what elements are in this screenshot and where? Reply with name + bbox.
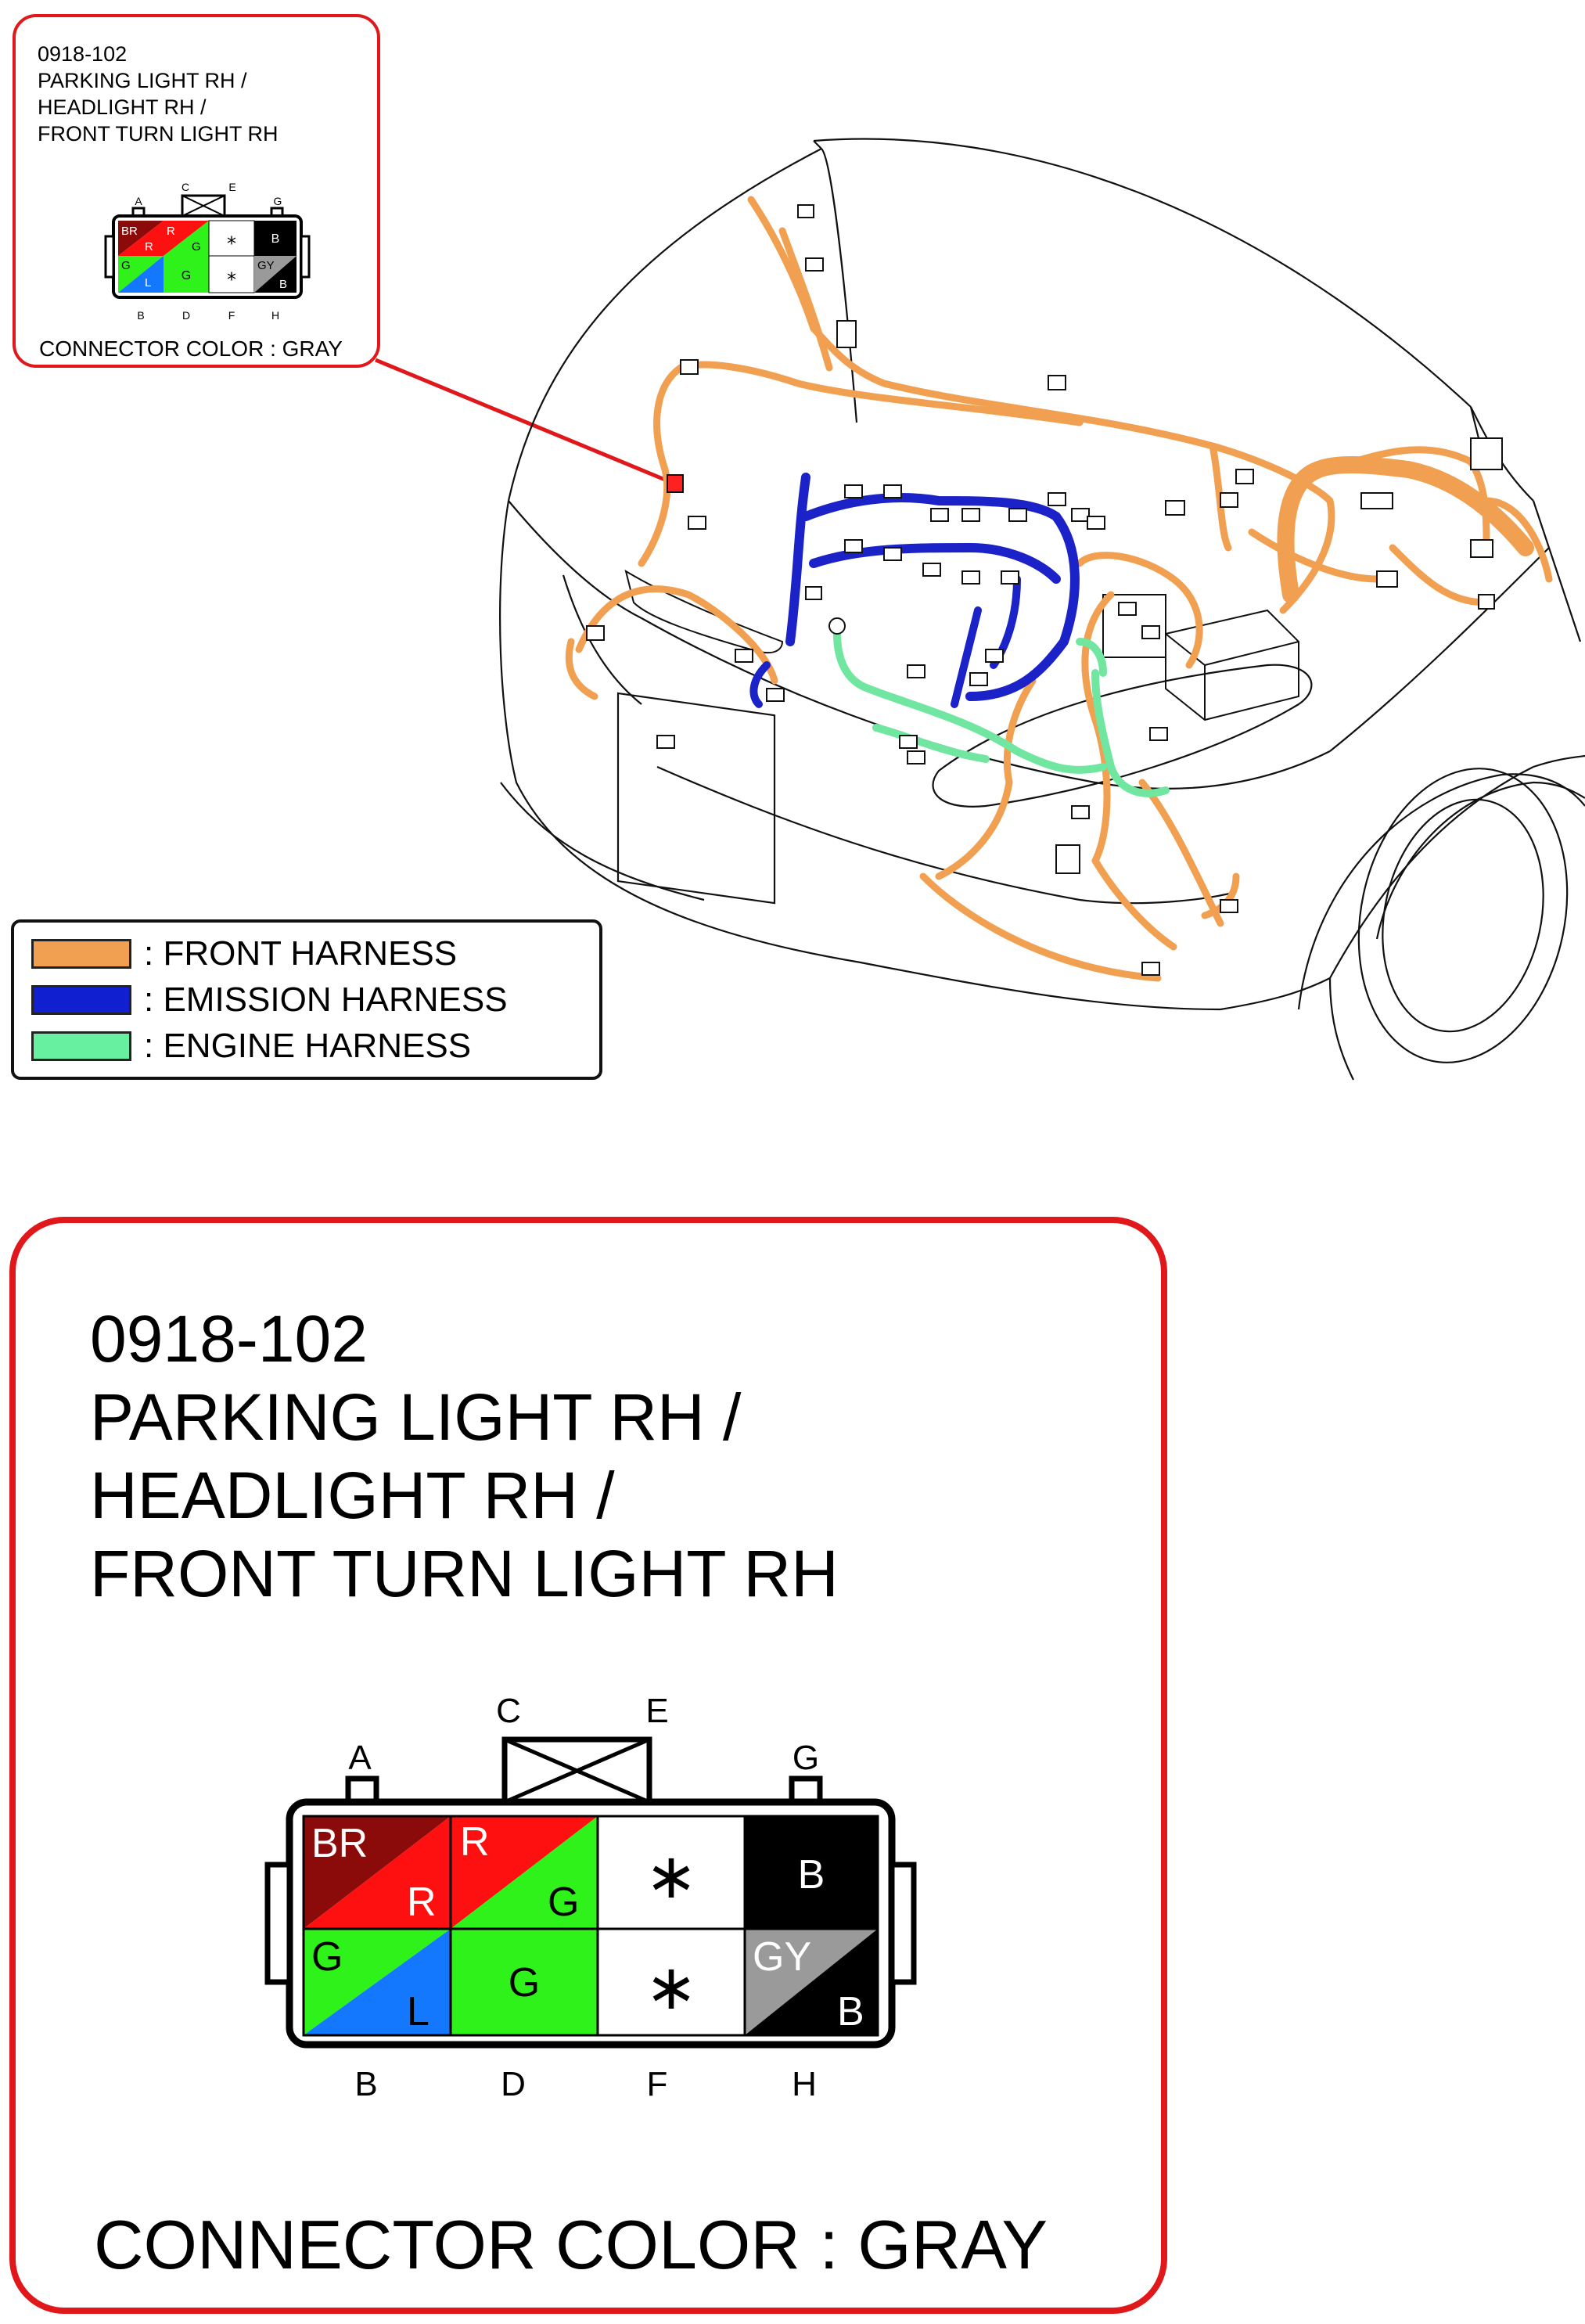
legend-item-front-harness: [31, 934, 458, 973]
small-pin-D: D: [182, 309, 191, 322]
ground-terminal: [829, 618, 845, 634]
pin-letter-D: D: [501, 2065, 526, 2103]
pin-H-cell: [745, 1929, 878, 2035]
svg-text:G: G: [192, 240, 201, 254]
svg-text:L: L: [145, 276, 152, 290]
legend-item-emission-harness: [31, 980, 508, 1019]
svg-text:R: R: [145, 240, 153, 254]
svg-text:⁎: ⁎: [227, 264, 236, 285]
legend-item-engine-harness: [31, 1029, 471, 1063]
svg-text:R: R: [460, 1819, 490, 1865]
svg-text:B: B: [797, 1852, 825, 1898]
connector-code: 0918-102: [90, 1302, 368, 1376]
connector-title-line-3: FRONT TURN LIGHT RH: [90, 1537, 839, 1610]
headlight-lh: [626, 571, 782, 653]
connector-color-text: CONNECTOR COLOR : GRAY: [94, 2206, 1048, 2283]
pin-letter-E: E: [645, 1692, 669, 1730]
svg-text:G: G: [508, 1960, 541, 2006]
connector-title-line-2: HEADLIGHT RH /: [90, 1459, 615, 1532]
callout-leader-line: [376, 360, 674, 484]
svg-text:R: R: [407, 1880, 437, 1925]
small-pin-G: G: [273, 195, 282, 207]
small-pin-B: B: [137, 309, 145, 322]
harness-legend: [11, 919, 602, 1080]
front-wheel: [1299, 749, 1585, 1082]
svg-text:GY: GY: [753, 1934, 812, 1980]
legend-label-engine: : ENGINE HARNESS: [144, 1027, 472, 1065]
connector-title-line-1: PARKING LIGHT RH /: [90, 1380, 742, 1454]
svg-text:G: G: [311, 1934, 343, 1980]
small-connector-code: 0918-102: [38, 42, 128, 66]
small-pin-F: F: [228, 309, 235, 322]
pin-letter-H: H: [792, 2065, 817, 2103]
pin-letter-F: F: [646, 2065, 668, 2103]
emission-harness-swatch: [31, 985, 131, 1015]
svg-text:GY: GY: [257, 259, 275, 272]
svg-text:∗: ∗: [645, 1952, 698, 2022]
large-connector-callout: [9, 1217, 1167, 2314]
pin-C-cell: [451, 1816, 598, 1929]
svg-text:∗: ∗: [645, 1841, 698, 1911]
small-title-line-3: FRONT TURN LIGHT RH: [38, 122, 279, 146]
svg-text:BR: BR: [121, 225, 138, 238]
legend-label-front: : FRONT HARNESS: [144, 934, 458, 973]
small-pin-C: C: [181, 181, 190, 193]
legend-label-emission: : EMISSION HARNESS: [144, 980, 508, 1019]
svg-text:B: B: [279, 278, 288, 291]
small-pin-E: E: [228, 181, 236, 193]
svg-text:G: G: [121, 259, 131, 272]
svg-text:G: G: [548, 1880, 580, 1925]
harness-connectors: [587, 205, 1502, 975]
pin-letter-A: A: [348, 1739, 372, 1777]
pin-A-cell: [304, 1816, 451, 1929]
small-title-line-2: HEADLIGHT RH /: [38, 95, 207, 119]
license-plate: [618, 693, 775, 903]
svg-text:B: B: [271, 232, 280, 246]
connector-0918-102-highlight: [667, 475, 683, 492]
svg-text:L: L: [407, 1989, 429, 2034]
svg-text:BR: BR: [311, 1821, 368, 1866]
svg-text:B: B: [837, 1989, 864, 2034]
svg-text:R: R: [167, 225, 175, 238]
connector-pinout-diagram: [235, 1677, 939, 2115]
small-connector-color-text: CONNECTOR COLOR : GRAY: [39, 336, 343, 361]
pin-letter-C: C: [496, 1692, 521, 1730]
svg-text:G: G: [181, 269, 192, 282]
pin-E-cell: [598, 1816, 745, 1929]
small-pin-H: H: [271, 309, 280, 322]
svg-text:⁎: ⁎: [227, 228, 236, 249]
pin-B-cell: [304, 1929, 451, 2035]
pin-D-cell: [451, 1929, 598, 2035]
pin-letter-B: B: [354, 2065, 378, 2103]
car-body-outline: [500, 139, 1585, 1080]
pin-F-cell: [598, 1929, 745, 2035]
engine-harness-swatch: [31, 1031, 131, 1061]
pin-letter-G: G: [792, 1739, 820, 1777]
small-pin-A: A: [135, 195, 142, 207]
pin-G-cell: [745, 1816, 878, 1929]
small-title-line-1: PARKING LIGHT RH /: [38, 69, 247, 92]
front-harness-swatch: [31, 939, 131, 969]
